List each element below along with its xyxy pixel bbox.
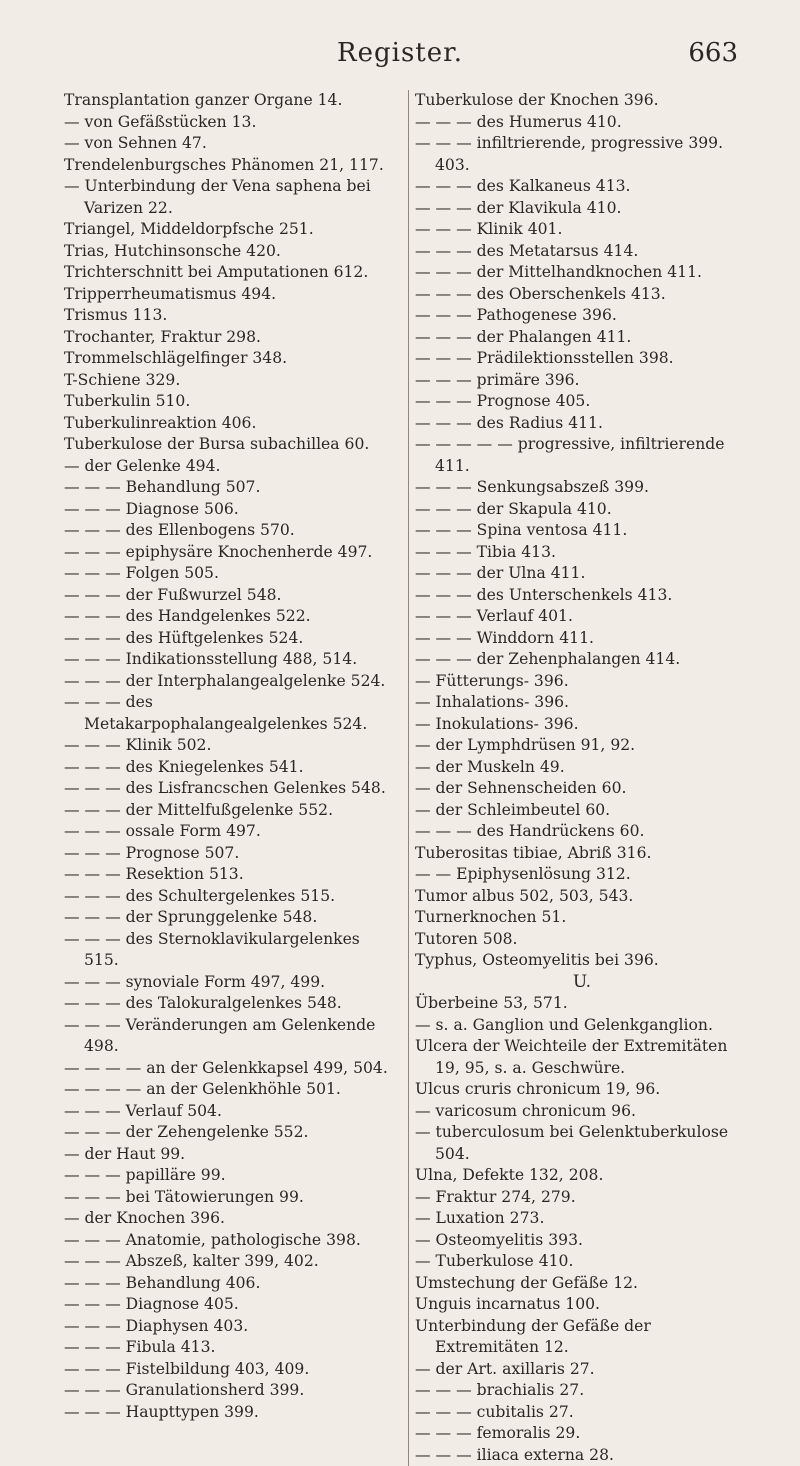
index-entry: — — — Granulationsherd 399.	[64, 1380, 394, 1402]
index-entry: — — — des Metatarsus 414.	[415, 241, 749, 263]
index-column-left	[64, 90, 394, 1423]
index-entry: — — — Anatomie, pathologische 398.	[64, 1230, 394, 1252]
index-entry: — — — Folgen 505.	[64, 563, 394, 585]
index-entry: Ulcus cruris chronicum 19, 96.	[415, 1079, 749, 1101]
index-entry: Triangel, Middeldorpfsche 251.	[64, 219, 394, 241]
index-entry: — — — — an der Gelenkhöhle 501.	[64, 1079, 394, 1101]
index-entry: — Fraktur 274, 279.	[415, 1187, 749, 1209]
index-entry: Tuberkulose der Knochen 396.	[415, 90, 749, 112]
index-entry: — tuberculosum bei Gelenktuberkulose 504.	[415, 1122, 749, 1165]
index-entry: — — — femoralis 29.	[415, 1423, 749, 1445]
index-entry: — — — der Mittelfußgelenke 552.	[64, 800, 394, 822]
index-entry: — der Gelenke 494.	[64, 456, 394, 478]
index-entry: — — — der Mittelhandknochen 411.	[415, 262, 749, 284]
index-entry: — — — der Klavikula 410.	[415, 198, 749, 220]
index-entry: — der Knochen 396.	[64, 1208, 394, 1230]
index-entry: — — — Haupttypen 399.	[64, 1402, 394, 1424]
index-entry: — — — Verlauf 401.	[415, 606, 749, 628]
index-entry: — — — des Talokuralgelenkes 548.	[64, 993, 394, 1015]
index-entry: — Fütterungs- 396.	[415, 671, 749, 693]
index-entry: — — Epiphysenlösung 312.	[415, 864, 749, 886]
index-entry: — — — des Hüftgelenkes 524.	[64, 628, 394, 650]
index-entry: — — — Indikationsstellung 488, 514.	[64, 649, 394, 671]
index-entry: — der Schleimbeutel 60.	[415, 800, 749, 822]
index-entry: — Luxation 273.	[415, 1208, 749, 1230]
index-entry: Tuberkulose der Bursa subachillea 60.	[64, 434, 394, 456]
index-entry: — — — Prädilektionsstellen 398.	[415, 348, 749, 370]
index-entry: Unguis incarnatus 100.	[415, 1294, 749, 1316]
index-entry: — der Art. axillaris 27.	[415, 1359, 749, 1381]
index-entry: Transplantation ganzer Organe 14.	[64, 90, 394, 112]
index-entry: — — — Senkungsabszeß 399.	[415, 477, 749, 499]
index-entry: — — — der Phalangen 411.	[415, 327, 749, 349]
index-entry: — — — Veränderungen am Gelenkende 498.	[64, 1015, 394, 1058]
index-entry: — — — des Schultergelenkes 515.	[64, 886, 394, 908]
index-entry: — der Lymphdrüsen 91, 92.	[415, 735, 749, 757]
index-entry: — — — epiphysäre Knochenherde 497.	[64, 542, 394, 564]
index-entry: Typhus, Osteomyelitis bei 396.	[415, 950, 749, 972]
index-entry: — — — — — progressive, infiltrierende 411.	[415, 434, 749, 477]
index-entry: — — — Spina ventosa 411.	[415, 520, 749, 542]
index-entry: — Unterbindung der Vena saphena bei Varizen 22.	[64, 176, 394, 219]
index-entry: — — — bei Tätowierungen 99.	[64, 1187, 394, 1209]
index-entry: — — — synoviale Form 497, 499.	[64, 972, 394, 994]
index-entry: — Inhalations- 396.	[415, 692, 749, 714]
index-entry: Trismus 113.	[64, 305, 394, 327]
index-entry: Umstechung der Gefäße 12.	[415, 1273, 749, 1295]
page-number: 663	[688, 38, 738, 68]
index-entry: — — — infiltrierende, progressive 399. 403.	[415, 133, 749, 176]
index-entry: Trochanter, Fraktur 298.	[64, 327, 394, 349]
index-entry: Trommelschlägelfinger 348.	[64, 348, 394, 370]
index-entry: — — — der Ulna 411.	[415, 563, 749, 585]
index-entry: — — — cubitalis 27.	[415, 1402, 749, 1424]
index-entry: — — — — an der Gelenkkapsel 499, 504.	[64, 1058, 394, 1080]
index-entry: — — — des Handgelenkes 522.	[64, 606, 394, 628]
index-entry: — — — des Ellenbogens 570.	[64, 520, 394, 542]
index-entry: Tuberositas tibiae, Abriß 316.	[415, 843, 749, 865]
index-entry: — — — Prognose 405.	[415, 391, 749, 413]
index-entry: Trendelenburgsches Phänomen 21, 117.	[64, 155, 394, 177]
index-entry: — — — des Kniegelenkes 541.	[64, 757, 394, 779]
index-entry: — — — der Skapula 410.	[415, 499, 749, 521]
index-entry: — — — Fibula 413.	[64, 1337, 394, 1359]
index-entry: Tuberkulinreaktion 406.	[64, 413, 394, 435]
index-entry: — — — Klinik 502.	[64, 735, 394, 757]
index-entry: — Osteomyelitis 393.	[415, 1230, 749, 1252]
index-entry: — von Sehnen 47.	[64, 133, 394, 155]
index-entry: — — — Winddorn 411.	[415, 628, 749, 650]
index-entry: — — — Abszeß, kalter 399, 402.	[64, 1251, 394, 1273]
index-entry: — — — Tibia 413.	[415, 542, 749, 564]
index-entry: — varicosum chronicum 96.	[415, 1101, 749, 1123]
index-entry: — — — des Radius 411.	[415, 413, 749, 435]
index-entry: — — — Behandlung 406.	[64, 1273, 394, 1295]
index-entry: — — — brachialis 27.	[415, 1380, 749, 1402]
section-letter-heading: U.	[415, 972, 749, 994]
index-entry: — — — iliaca externa 28.	[415, 1445, 749, 1466]
index-entry: Turnerknochen 51.	[415, 907, 749, 929]
index-entry: — — — Prognose 507.	[64, 843, 394, 865]
index-entry: — — — des Metakarpophalangealgelenkes 524.	[64, 692, 394, 735]
index-entry: Unterbindung der Gefäße der Extremitäten 12.	[415, 1316, 749, 1359]
index-entry: Tumor albus 502, 503, 543.	[415, 886, 749, 908]
index-entry: — der Sehnenscheiden 60.	[415, 778, 749, 800]
index-entry: Tuberkulin 510.	[64, 391, 394, 413]
index-entry: — — — ossale Form 497.	[64, 821, 394, 843]
index-entry: — — — des Lisfrancschen Gelenkes 548.	[64, 778, 394, 800]
index-entry: Ulna, Defekte 132, 208.	[415, 1165, 749, 1187]
index-entry: — — — des Sternoklavikulargelenkes 515.	[64, 929, 394, 972]
index-entry: — — — Behandlung 507.	[64, 477, 394, 499]
index-entry: — — — papilläre 99.	[64, 1165, 394, 1187]
index-entry: — von Gefäßstücken 13.	[64, 112, 394, 134]
index-entry: — — — Resektion 513.	[64, 864, 394, 886]
index-entry: — — — des Unterschenkels 413.	[415, 585, 749, 607]
index-entry: — — — Diagnose 506.	[64, 499, 394, 521]
index-entry: — — — Diagnose 405.	[64, 1294, 394, 1316]
index-entry: Tutoren 508.	[415, 929, 749, 951]
index-entry: — — — Verlauf 504.	[64, 1101, 394, 1123]
index-entry: — — — der Zehenphalangen 414.	[415, 649, 749, 671]
index-entry: — — — primäre 396.	[415, 370, 749, 392]
index-entry: — — — des Kalkaneus 413.	[415, 176, 749, 198]
index-entry: Trichterschnitt bei Amputationen 612.	[64, 262, 394, 284]
index-entry: Trias, Hutchinsonsche 420.	[64, 241, 394, 263]
index-entry: Tripperrheumatismus 494.	[64, 284, 394, 306]
page-header	[0, 38, 800, 72]
index-entry: — — — des Oberschenkels 413.	[415, 284, 749, 306]
index-entry: — — — Pathogenese 396.	[415, 305, 749, 327]
index-entry: T-Schiene 329.	[64, 370, 394, 392]
index-entry: — — — der Interphalangealgelenke 524.	[64, 671, 394, 693]
page-title: Register.	[310, 38, 490, 68]
index-entry: — — — der Zehengelenke 552.	[64, 1122, 394, 1144]
index-entry: — — — des Humerus 410.	[415, 112, 749, 134]
index-entry: — — — Fistelbildung 403, 409.	[64, 1359, 394, 1381]
index-entry: — Inokulations- 396.	[415, 714, 749, 736]
index-entry: — — — Klinik 401.	[415, 219, 749, 241]
index-entry: — Tuberkulose 410.	[415, 1251, 749, 1273]
index-entry: — s. a. Ganglion und Gelenkganglion.	[415, 1015, 749, 1037]
index-entry: — der Haut 99.	[64, 1144, 394, 1166]
index-entry: Überbeine 53, 571.	[415, 993, 749, 1015]
index-entry: — der Muskeln 49.	[415, 757, 749, 779]
index-entry: — — — der Fußwurzel 548.	[64, 585, 394, 607]
index-entry: — — — des Handrückens 60.	[415, 821, 749, 843]
index-entry: — — — Diaphysen 403.	[64, 1316, 394, 1338]
index-entry: — — — der Sprunggelenke 548.	[64, 907, 394, 929]
index-column-right	[408, 90, 749, 1466]
index-entry: Ulcera der Weichteile der Extremitäten 19, 95, s. a. Geschwüre.	[415, 1036, 749, 1079]
